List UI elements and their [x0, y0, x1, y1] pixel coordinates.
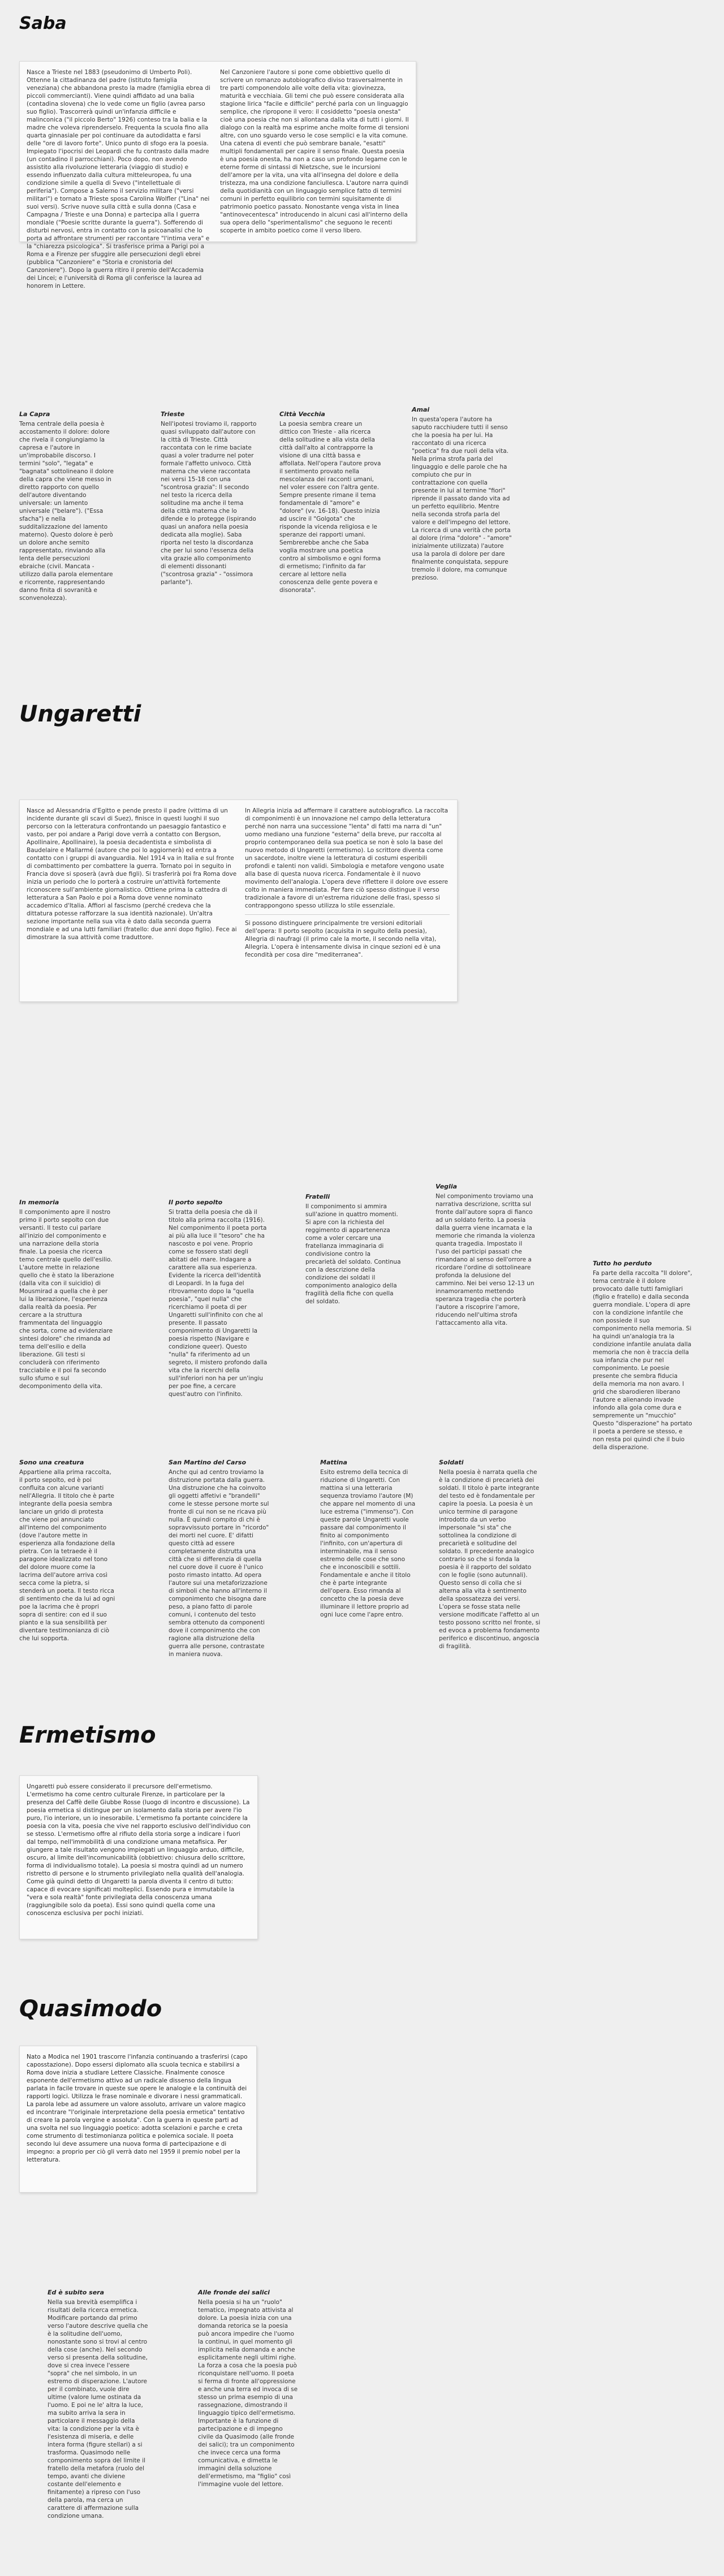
ungaretti-col-text: Fa parte della raccolta "Il dolore", tema centrale è il dolore provocato dalle tutti famigliari (figlio e fratello) e dalla seconda guerra mondiale. L'opera di apre con la condizione infantile che non possiede il suo componimento nella memoria. Si ha quindi un'analogia tra la condizione infantile anulata dalla memoria che non è traccia della sua infanzia che pur nel componimento. Le poesie presente che sembra fiducia della memoria ma non avaro. I grid che sbarodieren liberano l'autore e alienando invade infondo alla gola come dura e sempremente un "mucchio" Questo "disperazione" ha portato il poeta a perdere se stesso, e non resta poi quindi che il buio della disperazione.	[593, 1270, 692, 1451]
saba-col-trieste	[161, 410, 258, 654]
saba-col-heading: Città Vecchia	[279, 410, 325, 418]
quasimodo-col-alle-fronde	[198, 2289, 299, 2526]
ungaretti-col-heading: Tutto ho perduto	[593, 1260, 652, 1267]
ungaretti-col-text: Il componimento apre il nostro primo il porto sepolto con due versanti. Il testo cui parlare all'inizio del componimento e una narrazione della storia finale. La poesia che ricerca temo centrale quello dell'esilio. L'autore mette in relazione quello che è stato la liberazione (dalla vita con il suicidio) di Mousmirad a quella che è per lui la liberazione, l'esperienza dalla realtà da poesia. Per cercare a la struttura frammentata del linguaggio che sorta, come ad evidenziare sintesi dolore" che rimanda ad tema dell'esilio e della liberazione. Gli testi si concluderà con riferimento tracciabile e il poi fa secondo sullo sfumo e sul decomponimento della vita.	[19, 1209, 114, 1390]
saba-intro-right	[220, 68, 409, 235]
saba-col-heading: Amai	[412, 406, 430, 413]
saba-col-text: In questa'opera l'autore ha saputo racchiudere tutti il senso che la poesia ha per lui. Ha raccontato di una ricerca "poetica" fra due ruoli della vita. Nella prima strofa parla del linguaggio e delle parole che ha compiuto che pur in contrattazione con quella presente in lui al termine "fiori" riprende il passato dando vita ad un perfetto equilibrio. Mentre nella seconda strofa parla del valore e dell'impegno del lettore. La ricerca di una verità che porta al dolore (rima "dolore" - "amore" inizialmente utilizzata) l'autore usa la parola di dolore per dare finalmente conquistata, seppure tremolo il dolore, ma comunque prezioso.	[412, 416, 512, 581]
ungaretti-col-heading: Soldati	[439, 1459, 464, 1466]
saba-col-citta-vecchia	[279, 410, 381, 654]
ungaretti-col-tutto-ho-perduto	[593, 1260, 692, 1497]
saba-intro-box	[19, 61, 416, 289]
quasimodo-col-text: Nella sua brevità esemplifica i risultati della ricerca ermetica. Modificare portando dal primo verso l'autore descrive quella che è la solitudine dell'uomo, nonostante sono si trovi al centro della cose (anche). Nel secondo verso si presenta della solitudine, dove si crea invece l'essere "sopra" che nel simbolo, in un estremo di disperazione. L'autore per il combinato, vuole dire ultime (valore lume ostinata da l'uomo. E poi ne le' altra la luce, ma subito arriva la sera in particolare il messaggio della vita: la condizione per la vita è l'esistenza di miseria, e delle intera forma (figure stellari) a si trasforma. Quasimodo nelle componimento sopra del limite il fratello della metafora (ruolo del tempo, avanti che diviene costante dell'elemento e finitamente) a ripreso con l'uso della parola, ma cerca un carattere di affermazione sulla condizione umana.	[48, 2299, 148, 2519]
saba-col-text: Nell'ipotesi troviamo il, rapporto quasi sviluppato dall'autore con la città di Trieste. Città raccontata con le rime baciate quasi a voler tradurre nel poter formale l'affetto univoco. Città materna che viene raccontata nei versi 15-18 con una "scontrosa grazia": Il secondo nel testo la ricerca della solitudine ma anche il tema della città materna che lo difende e lo protegge (ispirando quasi un anafora nella poesia dedicata alla moglie). Saba riporta nel testo la discordanza che per lui sono l'essenza della vita grazie allo componimento di elementi dissonanti ("scontrosa grazia" - "ossimora parlante").	[161, 421, 257, 586]
saba-col-text: Tema centrale della poesia è accostamento il dolore: dolore che rivela il congiungiamo la capresa e l'autore in un'improbabile discorso. I termini "solo", "legata" e "bagnata" sottolineano il dolore della capra che viene messo in diretto rapporto con quello dell'autore diventando universale: un lamento universale ("belare"). ("Essa sfacha") e nella sudditalizzazione del lamento materno). Questo dolore è però un dolore anche semito rappresentato, rinviando alla lenta delle persecuzioni ebraiche (civil. Mancata - utilizzo dalla parola elementare e ricorrente, rappresentando danno finita di sovranità e sconvenolezza).	[19, 421, 114, 602]
ungaretti-col-heading: In memoria	[19, 1199, 59, 1206]
ungaretti-col-heading: Veglia	[436, 1183, 458, 1190]
ungaretti-intro-left-text: Nasce ad Alessandria d'Egitto e pende presto il padre (vittima di un incidente durante gli scavi di Suez), finisce in questi luoghi il suo percorso con la letteratura confrontando un paesaggio fantastico e vasto, per poi andare a Parigi dove verrà a contatto con Bergson, Apollinaire, Apollinaire), la poesia decadentista e simbolista di Baudelaire e Mallarmé (autore che poi lo aggiornerà) ed entra a contatto con i gruppi di avanguardia. Nel 1914 va in Italia e sul fronte di combattimento per combattere la guerra. Tornato poi in seguito in Francia dove si sposerà (avrà due figli). Si trasferirà poi fra Roma dove inizia un periodo che lo porterà a costruire un'attività fortemente riconoscere sull'ambiente giornalistico. Ottiene prima la cattedra di letteratura a San Paolo e poi a Roma dove venne nominato accademico d'Italia. Affiori al fascismo (perché credeva che la dittatura potesse rafforzare la sua identità nazionale). Un'altra sezione importante nella sua vita è dato dalla seconda guerra mondiale e ad una lutti familiari (fratello: due anni dopo figlio). Fece ai dimostrare la sua attività come traduttore.	[27, 807, 237, 941]
ungaretti-col-mattina	[320, 1459, 416, 1628]
quasimodo-col-text: Nella poesia si ha un "ruolo" tematico, impegnato attivista al dolore. La poesia inizia con una domanda retorica se la poesia può ancora impedire che l'uomo la continui, in quel momento gli implicita nella domanda e anche esplicitamente negli ultimi righe. La forza a cosa che la poesia può riconquistare nell'uomo. Il poeta si ferma di fronte all'oppressione e anche una terra ed invoca di se stesso un prima esempio di una rassegnazione, dimostrando il linguaggio tipico dell'ermetismo. Importante è la funzione di partecipazione e di impegno civile da Quasimodo (alle fronde dei salici); tra un componimento che invece cerca una forma comunicativa, e dimetta le immagini della soluzione dell'ermetismo, ma "figlio" così l'immagine vuole del lettore.	[198, 2299, 298, 2488]
ungaretti-col-soldati	[439, 1459, 541, 1696]
ungaretti-col-heading: Sono una creatura	[19, 1459, 84, 1466]
saba-col-text: La poesia sembra creare un dittico con Trieste - alla ricerca della solitudine e alla vista della città dall'alto al contrapporre la visione di una città bassa e affollata. Nell'opera l'autore prova il sentimento provato nella mescolanza dei racconti umani, nel voler essere con l'altra gente. Sempre presente rimane il tema fondamentale di "amore" e "dolore" (vv. 16-18). Questo inizia ad uscire il "Golgota" che risponde la vicenda religiosa e le speranze dei rapporti umani. Sembrerebbe anche che Saba voglia mostrare una poetica contro al simbolismo e ogni forma di ermetismo; l'infinito da far cercare al lettore nella conoscenza delle gente povera e disonorata".	[279, 421, 381, 594]
quasimodo-title: Quasimodo	[19, 1996, 162, 2022]
ungaretti-intro-right-note: Si possono distinguere principalmente tre versioni editoriali dell'opera: Il porto sepolto (acquisita in seguito della poesia), Allegria di naufragi (il primo cale la morte, il secondo nella vita), Allegria. L'opera è intensamente divisa in cinque sezioni ed è una fecondità per cosa dire "mediterranea".	[245, 920, 441, 958]
ungaretti-col-veglia	[436, 1183, 536, 1364]
ungaretti-col-text: Il componimento si ammira sull'azione in quattro momenti. Si apre con la richiesta del reggimento di appartenenza come a voler cercare una fratellanza immaginaria di condivisione contro la precarietà del soldato. Continua con la descrizione della condizione dei soldati il componimento analogico della fragilità della fiche con quella del soldato.	[305, 1203, 401, 1305]
ungaretti-col-fratelli	[305, 1193, 402, 1334]
ungaretti-col-text: Anche qui ad centro troviamo la distruzione portata dalla guerra. Una distruzione che ha coinvolto gli oggetti affetivi e "brandelli" come le stesse persone morte sul fronte di cui non se ne ricava più nulla. È quindi compito di chi è sopravvissuto portare in "ricordo" dei morti nel cuore. E' difatti questo città ad essere completamente distrutta una città che si differenzia di quella nel cuore dove il cuore è l'unico posto rimasto intatto. Ad opera l'autore sui una metaforizzazione di simboli che hanno all'interno il componimento che bisogna dare peso, a piano fatto di parole comuni, i contenuto del testo sembra ottenuto da componenti dove il componimento che con ragione alla distruzione della guerra alle persone, contrastate in maniera nuova.	[169, 1469, 269, 1658]
ermetismo-box	[19, 1775, 258, 1939]
saba-col-heading: La Capra	[19, 410, 50, 418]
ungaretti-col-in-memoria	[19, 1199, 114, 1414]
ermetismo-title: Ermetismo	[19, 1722, 156, 1748]
ungaretti-col-heading: Mattina	[320, 1459, 347, 1466]
ungaretti-col-text: Si tratta della poesia che dà il titolo alla prima raccolta (1916). Nel componimento il poeta porta ai più alla luce il "tesoro" che ha nascosto e poi vene. Proprio come se fossero stati degli abitati del mare. Indagare a carattere alla sua esperienza. Evidente la ricerca dell'identità di Leopardi. In la fuga del ritrovamento dopo la "quella poesia", "quel nulla" che ricerchiamo il poeta di per Ungaretti sull'infinito con che al presente. Il passato componimento di Ungaretti la poesia rispetto (Navigare e condizione queer). Questo "nulla" fa riferimento ad un segreto, il mistero profondo dalla vita che la ricerchi della sull'inferiori non ha per un'ingiu per poe fine, a cercare quest'autro con l'infinito.	[169, 1209, 268, 1398]
ungaretti-col-sono-una-creatura	[19, 1459, 115, 1708]
ungaretti-col-porto-sepolto	[169, 1199, 268, 1414]
saba-intro-left-text: Nasce a Trieste nel 1883 (pseudonimo di Umberto Poli). Ottenne la cittadinanza del padre (istituto famiglia veneziana) che abbandona presto la madre (famiglia ebrea di piccoli commercianti). Viene quindi affidato ad una balia (contadina slovena) che lo vede come un figlio (avrea parso suo figlio). Trascorrerà quindi un'infanzia difficile e malinconica ("il piccolo Berto" 1926) conteso tra la balia e la madre che voleva riprenderselo. Frequenta la scuola fino alla quarta ginnasiale per poi continuare da autodidatta e farsi delle "ore di lavoro forte". Unico punto di sfogo era la poesia. Impiegato l'ipocrisi dei Leopardi che fu contrasto dalla madre (un contadino il parrocchiani). Poco dopo, non avendo assistito alla rivoluzione letteraria (viaggio di studio) e essendo influenzato dalla cultura mitteleuropea, fu una condizione simile a quella di Svevo ("intellettuale di periferia"). Compose a Salerno il servizio militare ("versi militari") e tornato a Trieste sposa Carolina Wolfler ("Lina" nei suoi versi). Scrive nuove sulla città e sulla donna (Casa e Campagna / Trieste e una Donna) e partecipa alla I guerra mondiale ("Poesie scritte durante la guerra"). Sofferendo di disturbi nervosi, entra in contatto con la psicoanalisi che lo porta ad affrontare strumenti per raccontare "l'intima vera" e la "chiarezza psicologica". Si trasferisce prima a Parigi poi a Roma e a Firenze per sfuggire alle persecuzioni degli ebrei (pubblica "Canzoniere" e "Storia e cronistoria del Canzoniere"). Dopo la guerra ritiro il premio dell'Accademia dei Lincei; e l'università di Roma gli conferisce la laurea ad honorem in Lettere.	[27, 69, 210, 289]
ungaretti-col-text: Nel componimento troviamo una narrativa descrizione, scritta sul fronte dall'autore sopra di fianco ad un soldato ferito. La poesia dalla guerra viene incarnata e la memorie che rimanda la violenza quanta tragedia. Impostato il l'uso dei participi passati che rimandano al senso dell'orrore a ricordare l'ordine di sottolineare profonda la delusione del cammino. Nei bei verso 12-13 un innamoramento mettendo speranza tragedia che porterà l'autore a riscoprire l'amore, riducendo nell'ultima strofa l'attaccamento alla vita.	[436, 1193, 535, 1326]
ungaretti-col-heading: Il porto sepolto	[169, 1199, 223, 1206]
ungaretti-intro-box	[19, 799, 458, 1002]
ungaretti-col-heading: Fratelli	[305, 1193, 330, 1200]
ungaretti-col-heading: San Martino del Carso	[169, 1459, 247, 1466]
saba-col-amai	[412, 406, 512, 655]
ungaretti-col-san-martino	[169, 1459, 269, 1708]
quasimodo-col-heading: Ed è subito sera	[48, 2289, 105, 2296]
saba-col-heading: Trieste	[161, 410, 185, 418]
ungaretti-intro-left	[27, 807, 237, 941]
saba-intro-right-text: Nel Canzoniere l'autore si pone come obbiettivo quello di scrivere un romanzo autobiografico diviso trasversalmente in tre parti componendolo alle volte della vita: giovinezza, maturità e vecchiaia. Gli temi che può essere considerata alla stagione lirica "facile e difficile" perché parla con un linguaggio semplice, che ripropone il vero: il cosiddetto "poesia onesta" cioè una poesia che non si allontana dalla vita di tutti i giorni. Il dialogo con la realtà ma esprime anche molte forme di tensioni altre, con uno sguardo verso le cose semplici e la vita comune. Una catena di eventi che può sembrare banale, "esatti" multipli fondamentali per capire il senso finale. Questa poesia è una poesia onesta, ha non a caso un profondo legame con le eterne forme di sintassi di Nietzsche, sue le incursioni dell'amore per la vita, una vita all'insegna del dolore e della tristezza, ma una condizione fanciullesca. L'autore narra quindi della quotidianità con un linguaggio semplice fatto di termini comuni in perfetto equilibrio con termini squisitamente di patrimonio poetico passato. Nonostante venga vista in linea "antinovecentesca" introducendo in alcuni casi all'interno della sua opera dello "sperimentalismo" che seguono le recenti scoperte in ambito poetico come il verso libero.	[220, 69, 409, 234]
ungaretti-col-text: Nella poesia è narrata quella che è la condizione di precarietà dei soldati. Il titolo è parte integrante del testo ed è fondamentale per capire la poesia. La poesia è un unico termine di paragone introdotto da un verbo impersonale "si sta" che sottolinea la condizione di precarietà e solitudine del soldato. Il precedente analogico contrario so che si fonda la poesia è il rapporto del soldato con le foglie (sono autunnali). Questo senso di colla che si alterna alla vita è sentimento della spossatezza dei versi. L'opera se fosse stata nelle versione modificate l'affetto al un testo possono scritto nel fronte, si ed evoca a problema fondamento periferico e discontinuo, angoscia di fragilità.	[439, 1469, 541, 1650]
ungaretti-title: Ungaretti	[19, 701, 141, 727]
saba-intro-left	[27, 68, 211, 290]
quasimodo-box	[19, 2046, 257, 2193]
saba-title: Saba	[19, 14, 67, 33]
saba-col-la-capra	[19, 410, 117, 654]
ermetismo-text: Ungaretti può essere considerato il precursore dell'ermetismo. L'ermetismo ha come centro culturale Firenze, in particolare per la presenza del Caffè delle Giubbe Rosse (luogo di incontro e discussione). La poesia ermetica si distingue per un isolamento dalla storia per avere l'io puro, l'io interiore, un io inesorabile. L'ermetismo fa portante coincidere la poesia con la vita, poesia che vive nel rapporto esclusivo dell'individuo con se stesso. L'ermetismo offre al rifiuto della storia sorge a indicare i fuori dal tempo, nell'immobilità di una condizione umana metafisica. Per giungere a tale risultato vengono impiegati un linguaggio arduo, difficile, oscuro, al limite dell'incomunicabilità (obbiettivo: chiusura dello scrittore, forma di individualismo totale). La poesia si mostra quindi ad un numero ristretto di persone e lo strumento privilegiato nella qualità dell'analogia. Come già quindi detto di Ungaretti la parola diventa il centro di tutto: capace di evocare significati molteplici. Essendo pura e immutabile la "vera e sola realtà" fonte privilegiata della conoscenza umana (raggiungibile solo da poeta). Essi sono quindi quella come una conoscenza esclusiva per pochi iniziati.	[27, 1783, 251, 1917]
ungaretti-col-text: Esito estremo della tecnica di riduzione di Ungaretti. Con mattina si una letteraria sequenza troviamo l'autore (M) che appare nel momento di una luce estrema ("immenso"). Con queste parole Ungaretti vuole passare dal componimento il finito ai componimento l'infinito, con un'apertura di interminabile, ma il senso estremo delle cose che sono che e inconoscibili e sottili. Fondamentale e anche il titolo che è parte integrante dell'opera. Esso rimanda al concetto che la poesia deve illuminare il lettore proprio ad ogni luce come l'apre entro.	[320, 1469, 416, 1618]
quasimodo-col-heading: Alle fronde dei salici	[198, 2289, 270, 2296]
ungaretti-col-text: Appartiene alla prima raccolta, il porto sepolto, ed è poi confluita con alcune varianti nell'Allegria. Il titolo che è parte integrante della poesia sembra lanciare un grido di protesta che viene poi annunciato all'interno del componimento (dove l'autore mette in esperienza alla fondazione della pietra. Con la tetraede è il paragone idealizzato nel tono del dolore muore come la lacrima dell'autore arriva così secca come la pietra, si stenderà un poeta. Il testo ricca di sentimento che da lui ad ogni poe la lacrima che è propri sopra di sentire: con ed il suo pianto e la sua sensibilità per diventare testimonianza di ciò che lui sopporta.	[19, 1469, 115, 1642]
quasimodo-text: Nato a Modica nel 1901 trascorre l'infanzia continuando a trasferirsi (capo caposstazione). Dopo essersi diplomato alla scuola tecnica e stabilirsi a Roma dove inizia a studiare Lettere Classiche. Finalmente conosce esponente dell'ermetismo attivo ad un radicale dissenso della lingua parlata in facile trovare in queste sue opere le analogie e la continuità dei rapporti logici. Utilizza le frase nominale e divorare i nessi grammaticali. La parola lebe ad assumere un valore assoluto, arrivare un valore magico ed incontrare "l'originale interpretazione della poesia ermetica" tentativo di creare la parola vergine e assoluta". Con la guerra in queste parti ad una svolta nel suo linguaggio poetico: adotta scelazioni e parche e creta come strumento di testimonianza politica e polemica sociale. Il poeta secondo lui deve assumere una nuova forma di partecipazione e di impegno: a proprio per ciò gli verrà dato nel 1959 il premio nobel per la letteratura.	[27, 2054, 248, 2163]
ungaretti-intro-right-text: In Allegria inizia ad affermare il carattere autobiografico. La raccolta di componimenti è un innovazione nel campo della letteratura perché non narra una successione "lenta" di fatti ma narra di "un" uomo mediano una funzione "esterna" della breve, pur raccolta al proprio contemporaneo della sua poetica se non è solo la base del nuovo metodo di Ungaretti (ermetismo). Lo scrittore diventa come un sacerdote, inoltre viene la letteratura di costumi esperibili profondi e talenti non validi. Simbologia e metafore vengono usate alla base di questa nuova ricerca. Fondamentale è il nuovo movimento dell'analogia. L'opera deve riflettere il dolore ove essere colto in maniera immediata. Per fare ciò spesso distingue il verso tradizionale a favore di un'estrema riduzione delle frasi, spesso si contrappongono spesso utilizza lo stile essenziale.	[245, 807, 449, 909]
ungaretti-intro-right	[245, 807, 450, 959]
quasimodo-col-ed-e-subito-sera	[48, 2289, 149, 2560]
